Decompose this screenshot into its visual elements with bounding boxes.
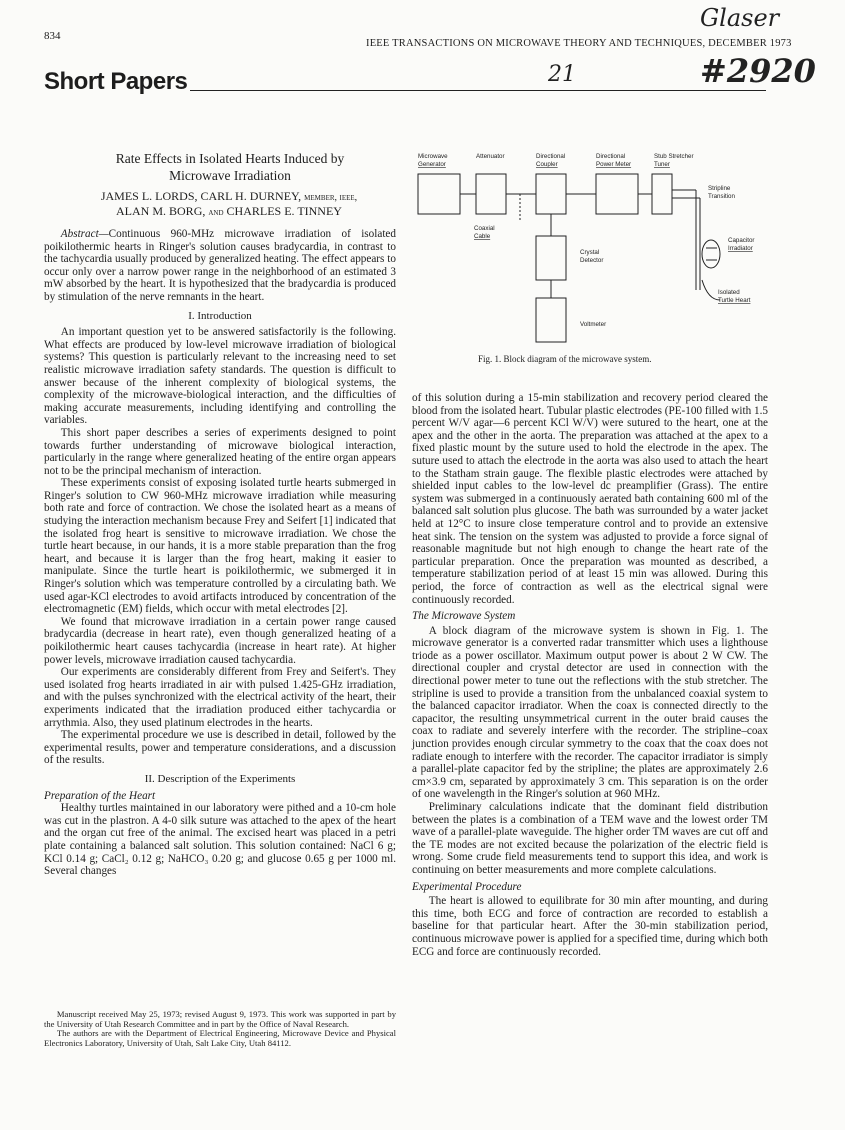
block-diagram	[412, 150, 768, 346]
paragraph: Our experiments are considerably different from Frey and Seifert's. They used isolated frog hearts irradiated in air with pulsed 1.425-GHz irradiation, and with the pulses synchronized with the electrical activity of the heart, their experiments indicated that the irradiation produced either tachycardia or arrythmia. Also, they used platinum electrodes in the hearts.	[44, 666, 396, 729]
power-meter-block	[596, 174, 638, 214]
left-column	[44, 228, 396, 878]
label-coupler: Coupler	[536, 161, 558, 168]
subsection-heading: The Microwave System	[412, 610, 516, 623]
paragraph: This short paper describes a series of experiments designed to point towards further understanding of microwave biological interaction, particularly in the range where generalized heating of the entire organ appears not to be the principal mechanism of interaction.	[44, 426, 396, 477]
title-line: Microwave Irradiation	[169, 168, 291, 183]
label-crystal: Detector	[580, 257, 604, 264]
abstract-text: Continuous 960-MHz microwave irradiation of isolated poikilothermic hearts in Ringer's solution causes bradycardia, in contrast to the tachycardia usually produced by generalized heating. The effect appears to occur only over a narrow power range in the neighborhood of an estimated 3 mW absorbed by the heart. It is hypothesized that the bradycardia is produced by stimulation of the nerve remnants in the heart.	[44, 228, 396, 303]
label-stub-stretcher: Stub Stretcher	[654, 153, 694, 160]
block-diagram-svg	[412, 150, 768, 346]
intro-heading: I. Introduction	[188, 309, 252, 322]
author-line	[54, 205, 404, 220]
label-voltmeter: Voltmeter	[580, 321, 607, 328]
label-generator: Microwave	[418, 153, 448, 160]
subsection-heading: Preparation of the Heart	[44, 789, 156, 802]
paragraph: The experimental procedure we use is described in detail, followed by the experimental results, power and temperature considerations, and a discussion of the results.	[44, 729, 396, 767]
label-crystal: Crystal	[580, 249, 600, 256]
section-rule	[190, 90, 766, 91]
crystal-detector-block	[536, 236, 566, 280]
subsection-heading: Experimental Procedure	[412, 880, 522, 893]
author-conjunction: and	[208, 206, 224, 218]
handwritten-reference: #2920	[700, 52, 816, 90]
label-stripline: Stripline	[708, 185, 731, 192]
section-heading: II. Description of the Experiments	[144, 772, 296, 785]
voltmeter-block	[536, 298, 566, 342]
label-power-meter: Directional	[596, 153, 626, 160]
paragraph: We found that microwave irradiation in a certain power range caused bradycardia (decrease in heart rate), even though generalized heating of a poikilothermic heart causes tachycardia (increase in heart rate). At higher power levels, microwave irradiation caused tachycardia.	[44, 615, 396, 666]
label-capacitor: Irradiator	[728, 245, 753, 252]
title-line: Rate Effects in Isolated Hearts Induced by	[115, 151, 345, 166]
paragraph: The heart is allowed to equilibrate for 30 min after mounting, and during this time, both ECG and force of contraction are recorded to establish a baseline for that particular heart. After the 30-min stabilization period, continuous microwave power is applied for a specified time, during which both ECG and force are continuously recorded.	[412, 895, 768, 958]
generator-block	[418, 174, 460, 214]
label-heart: Turtle Heart	[718, 297, 751, 304]
capacitor-irradiator	[702, 240, 720, 268]
author-line	[54, 190, 404, 205]
label-stripline: Transition	[708, 193, 735, 200]
paragraph: Healthy turtles maintained in our laboratory were pithed and a 10-cm hole was cut in the plastron. A 4-0 silk suture was attached to the apex of the heart and the organ cut free of the animal. The excised heart was placed in a petri plate containing a balanced salt solution. This solution contained: NaCl 6 g; KCl 0.14 g; CaCl₂ 0.12 g; NaHCO₃ 0.20 g; and glucose 0.65 g per 1000 ml. Several changes	[44, 802, 396, 878]
author-names: CHARLES E. TINNEY	[226, 203, 342, 218]
coupler-block	[536, 174, 566, 214]
label-power-meter: Power Meter	[596, 161, 632, 168]
label-generator: Generator	[418, 161, 446, 168]
journal-header: IEEE TRANSACTIONS ON MICROWAVE THEORY AND TECHNIQUES, DECEMBER 1973	[366, 38, 792, 49]
figure-caption: Fig. 1. Block diagram of the microwave system.	[478, 354, 652, 364]
right-column	[412, 392, 768, 958]
footnote-received: Manuscript received May 25, 1973; revised August 9, 1973. This work was supported in part by the University of Utah Research Committee and in part by the Office of Naval Research.	[44, 1009, 396, 1029]
stub-tuner-block	[652, 174, 672, 214]
author-list	[54, 190, 404, 219]
label-coupler: Directional	[536, 153, 566, 160]
footnote-affiliation: The authors are with the Department of Electrical Engineering, Microwave Device and Physical Electronics Laboratory, University of Utah, Salt Lake City, Utah 84112.	[44, 1028, 396, 1048]
author-names: JAMES L. LORDS, CARL H. DURNEY,	[100, 189, 302, 203]
paragraph: A block diagram of the microwave system is shown in Fig. 1. The microwave generator is a converted radar transmitter which uses a lighthouse triode as a power oscillator. Maximum output power is about 2 W CW. The directional coupler and crystal detector are used in connection with the directional power meter to tune out the reflections with the stub stretcher. The stripline is used to provide a transition from the unbalanced coaxial system to the balanced capacitor irradiator. When the coax is connected directly to the capacitor, the resulting unsymmetrical current in the outer braid causes the coax to radiate and severely interfere with the recorder. The stripline–coax junction provides enough circular symmetry to the coax that the coax does not radiate enough to interfere with the recorder. The capacitor irradiator is simply a parallel-plate capacitor fed by the stripline; the plates are approximately 2.6 cm×3.9 cm, separated by approximately 3 cm. This separation is on the order of one wavelength in the Ringer's solution at 960 MHz.	[412, 624, 768, 801]
paragraph: of this solution during a 15-min stabilization and recovery period cleared the blood from the isolated heart. Tubular plastic electrodes (PE-100 filled with 1.5 percent W/V agar—6 percent KCl W/V) were sutured to the heart, one at the apex and the other in the aorta. The preparation was attached at the apex to a fixed plastic mount by the suture used to hold the electrode in the apex. The suture used to attach the electrode in the aorta was also used to attach the heart to the Statham strain gauge. The flexible plastic electrodes were attached by shielded input cables to the low-level dc preamplifier (Grass). The entire system was submerged in a continuously aerated bath containing 600 ml of the balanced salt solution plus glucose. The bath was surrounded by a water jacket held at 12°C to insure close temperature control and to provide an extensive heat sink. The tension on the system was adjusted to provide a force signal of reasonable magnitude but not high enough to change the heart rate of the particular preparation. Once the preparation was mounted as described, a temperature stabilization period of at least 15 min was allowed. During this period, the force of contraction as well as the electrical signal were continuously recorded.	[412, 392, 768, 606]
label-stub-stretcher: Tuner	[654, 161, 670, 168]
label-heart: Isolated	[718, 289, 740, 296]
label-attenuator: Attenuator	[476, 153, 505, 160]
section-title: Short Papers	[44, 68, 188, 95]
author-names: ALAN M. BORG,	[116, 203, 206, 218]
handwritten-number: 21	[548, 62, 576, 87]
footnote	[44, 1010, 396, 1048]
label-coax: Cable	[474, 233, 491, 240]
page-number: 834	[44, 30, 61, 42]
abstract	[44, 228, 396, 304]
attenuator-block	[476, 174, 506, 214]
paper-title	[60, 150, 400, 184]
abstract-label: Abstract—	[60, 228, 109, 240]
handwritten-name: Glaser	[700, 4, 780, 32]
label-coax: Coaxial	[474, 225, 495, 232]
paragraph: Preliminary calculations indicate that the dominant field distribution between the plates is a combination of a TEM wave and the lowest order TM wave of a parallel-plate waveguide. The higher order TM waves are cut off and the TE modes are not excited because the polarization of the electric field is wrong. Some crude field measurements tend to support this idea, and work is continuing on better measurements and more complete calculations.	[412, 801, 768, 876]
paragraph: These experiments consist of exposing isolated turtle hearts submerged in Ringer's solution to CW 960-MHz microwave irradiation while measuring both rate and force of contraction. We chose the isolated heart as a means of studying the interaction mechanism because Frey and Seifert [1] indicated that the isolated frog heart is sensitive to microwave irradiation. We chose the turtle heart because, in our hands, it is a more stable preparation than the frog heart, and because it is larger than the frog heart, making it easier to manipulate. Since the turtle heart is poikilothermic, we submerged it in Ringer's solution which was temperature controlled by a circulating bath. We used agar-KCl electrodes to avoid artifacts introduced by concentration of the electromagnetic (EM) fields, which occur with metal electrodes [2].	[44, 477, 396, 616]
label-capacitor: Capacitor	[728, 237, 755, 244]
author-membership: member, ieee,	[304, 192, 358, 203]
paragraph: An important question yet to be answered satisfactorily is the following. What effects are produced by low-level microwave irradiation of biological systems? This question is particularly relevant to the increasing need to set realistic microwave irradiation safety standards. The question is difficult to answer because of the inherent complexity of biological systems, the complexity of the microwave-biological interaction, and the difficulties of making accurate measurements, including identifying and controlling the variables.	[44, 326, 396, 427]
